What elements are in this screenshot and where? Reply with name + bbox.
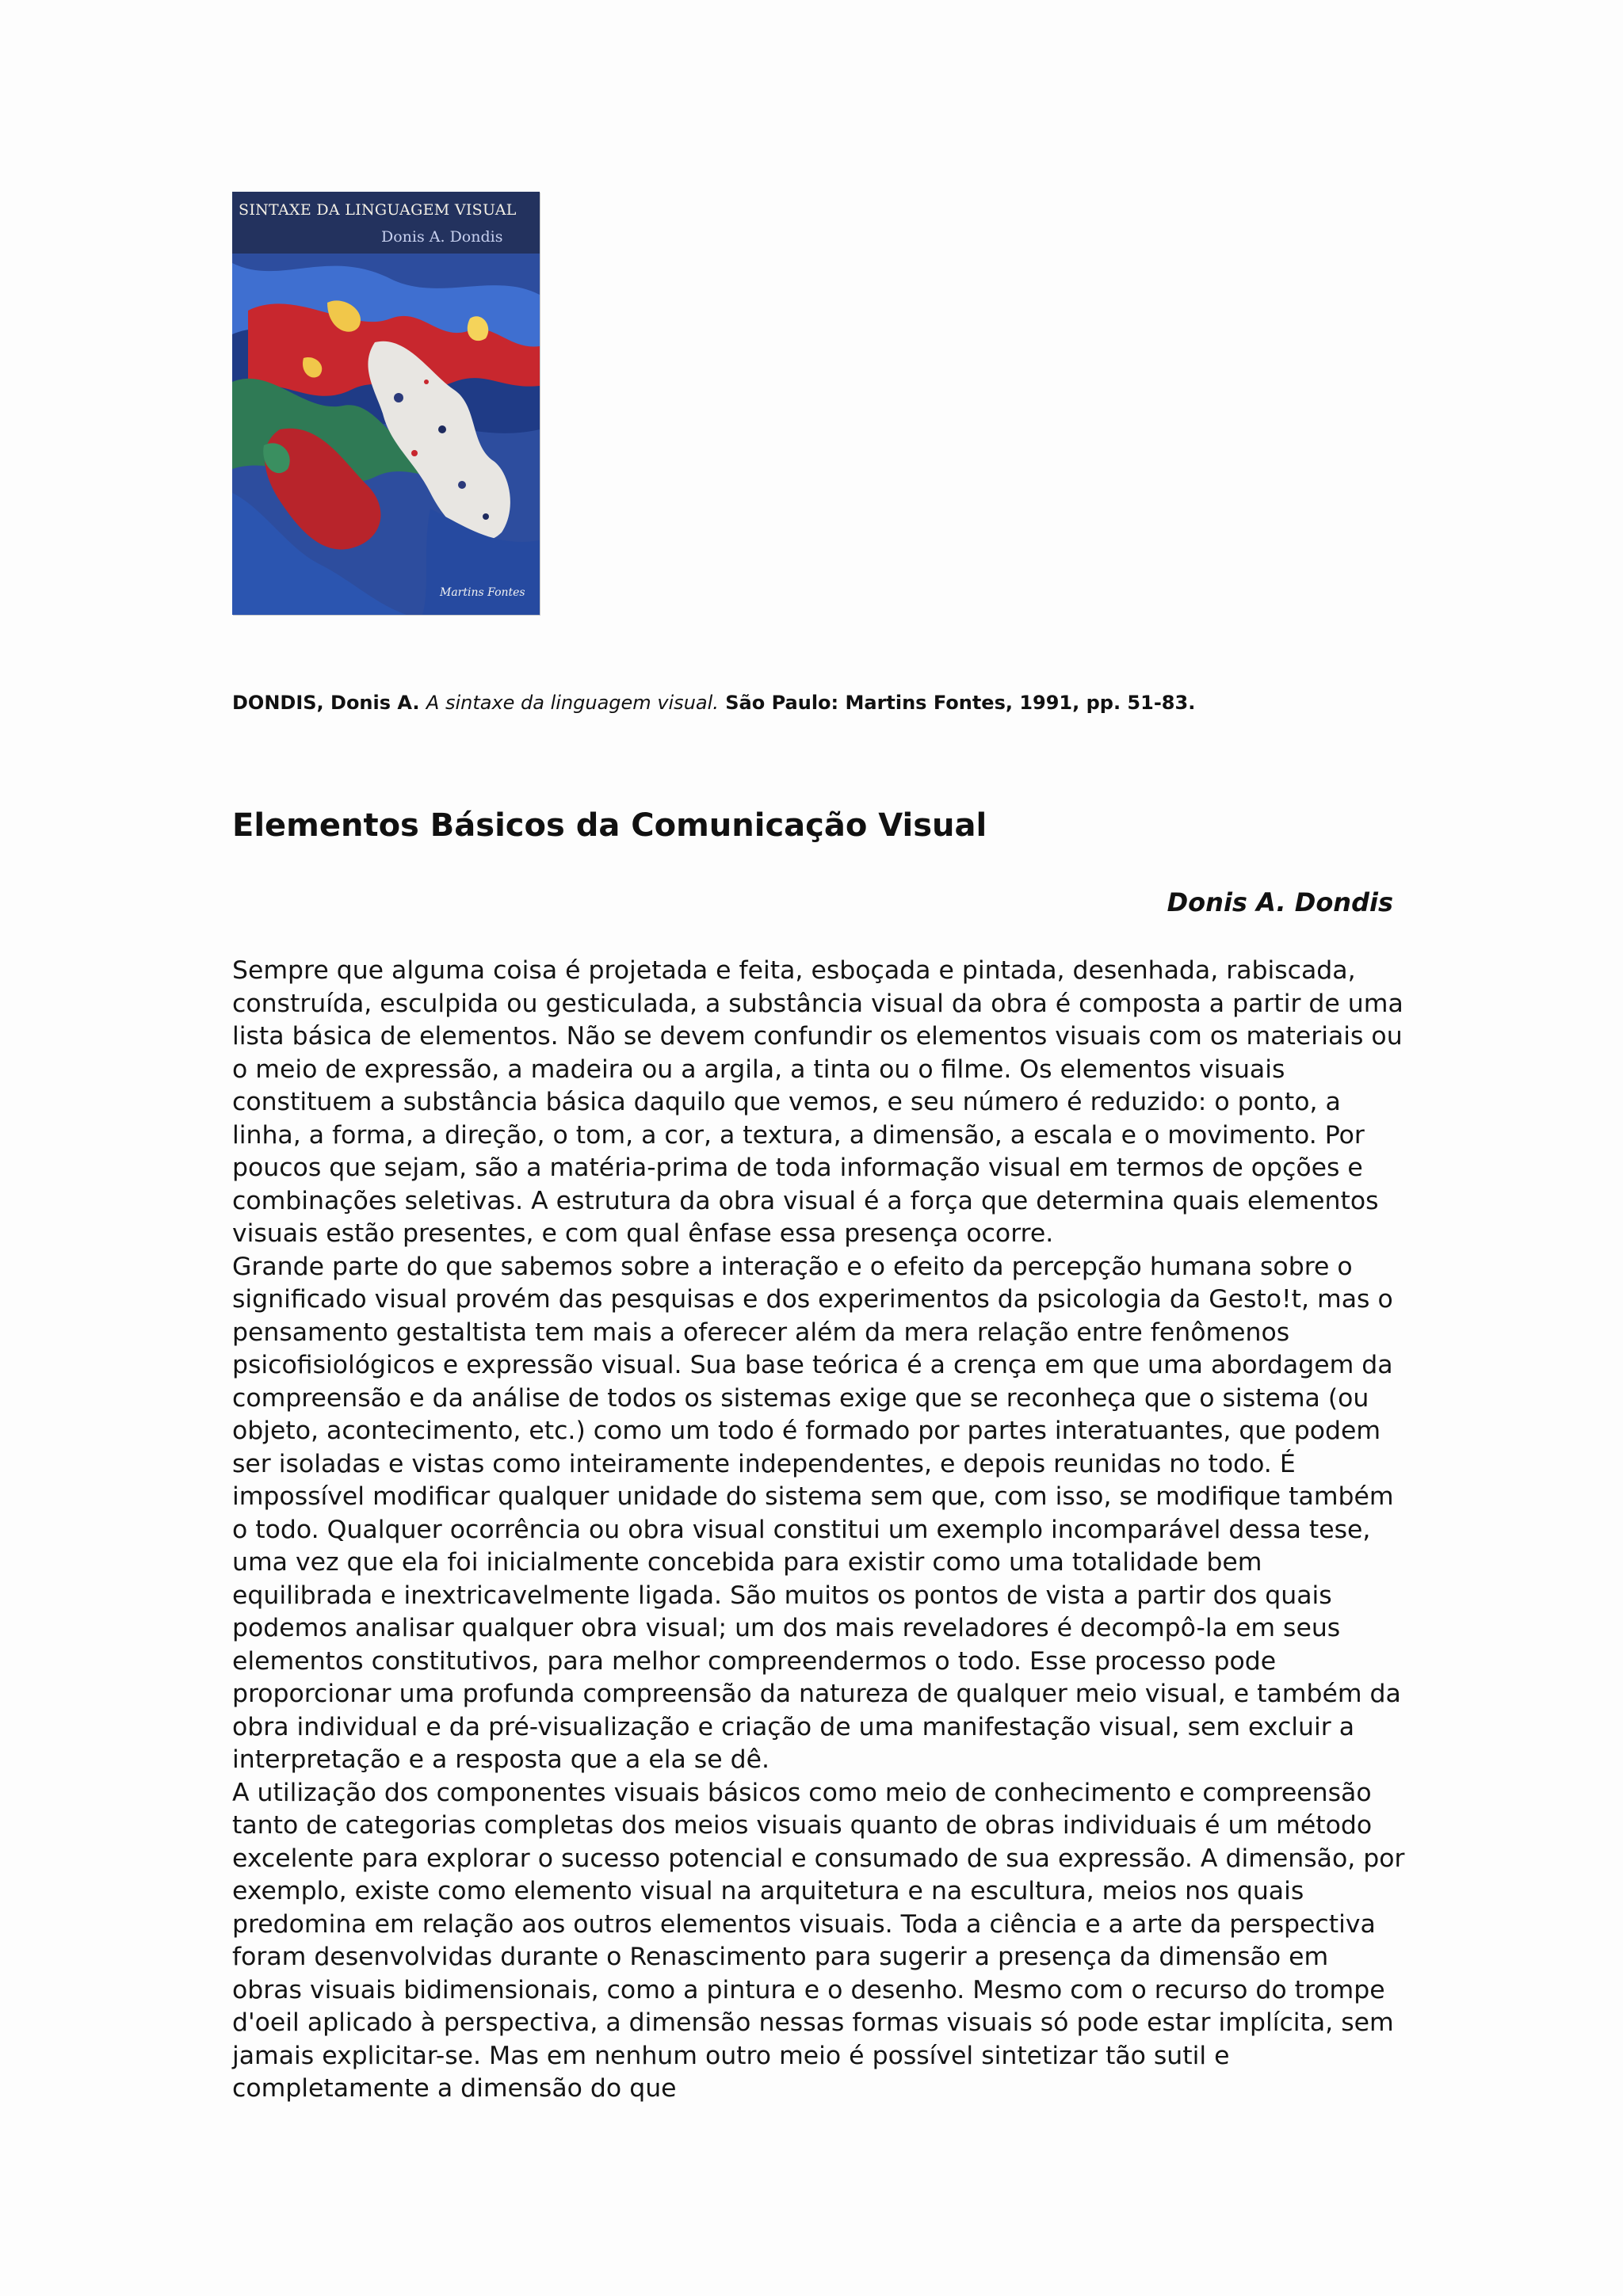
citation-publication: São Paulo: Martins Fontes, 1991, pp. 51-83. (725, 692, 1196, 714)
chapter-heading: Elementos Básicos da Comunicação Visual (232, 807, 987, 844)
cover-painting (232, 192, 540, 615)
cover-title: SINTAXE DA LINGUAGEM VISUAL (239, 201, 517, 219)
paragraph: Sempre que alguma coisa é projetada e feita, esboçada e pintada, desenhada, rabiscada, construída, esculpida ou gesticulada, a substância visual da obra é composta a partir de uma lista básica de elementos. Não se devem confundir os elementos visuais com os materiais ou o meio de expressão, a madeira ou a argila, a tinta ou o filme. Os elementos visuais constituem a substância básica daquilo que vemos, e seu número é reduzido: o ponto, a linha, a forma, a direção, o tom, a cor, a textura, a dimensão, a escala e o movimento. Por poucos que sejam, são a matéria-prima de toda informação visual em termos de opções e combinações seletivas. A estrutura da obra visual é a força que determina quais elementos visuais estão presentes, e com qual ênfase essa presença ocorre. (232, 956, 1403, 1248)
paragraph: Grande parte do que sabemos sobre a interação e o efeito da percepção humana sobre o significado visual provém das pesquisas e dos experimentos da psicologia da Gesto!t, mas o pensamento gestaltista tem mais a oferecer além da mera relação entre fenômenos psicofisiológicos e expressão visual. Sua base teórica é a crença em que uma abordagem da compreensão e da análise de todos os sistemas exige que se reconheça que o sistema (ou objeto, acontecimento, etc.) como um todo é formado por partes interatuantes, que podem ser isoladas e vistas como inteiramente independentes, e depois reunidas no todo. É impossível modificar qualquer unidade do sistema sem que, com isso, se modifique também o todo. Qualquer ocorrência ou obra visual constitui um exemplo incomparável dessa tese, uma vez que ela foi inicialmente concebida para existir como uma totalidade bem equilibrada e inextricavelmente ligada. São muitos os pontos de vista a partir dos quais podemos analisar qualquer obra visual; um dos mais reveladores é decompô-la em seus elementos constitutivos, para melhor compreendermos o todo. Esse processo pode proporcionar uma profunda compreensão da natureza de qualquer meio visual, e também da obra individual e da pré-visualização e criação de uma manifestação visual, sem excluir a interpretação e a resposta que a ela se dê. (232, 1252, 1401, 1774)
citation-author: DONDIS, Donis A. (232, 692, 420, 714)
body-text (232, 955, 1405, 2106)
author-byline: Donis A. Dondis (1167, 887, 1393, 917)
paragraph: A utilização dos componentes visuais básicos como meio de conhecimento e compreensão tanto de categorias completas dos meios visuais quanto de obras individuais é um método excelente para explorar o sucesso potencial e consumado de sua expressão. A dimensão, por exemplo, existe como elemento visual na arquitetura e na escultura, meios nos quais predomina em relação aos outros elementos visuais. Toda a ciência e a arte da perspectiva foram desenvolvidas durante o Renascimento para sugerir a presença da dimensão em obras visuais bidimensionais, como a pintura e o desenho. Mesmo com o recurso do trompe d'oeil aplicado à perspectiva, a dimensão nessas formas visuais só pode estar implícita, sem jamais explicitar-se. Mas em nenhum outro meio é possível sintetizar tão sutil e completamente a dimensão do que (232, 1778, 1405, 2103)
bibliographic-citation (232, 692, 1195, 714)
cover-author: Donis A. Dondis (381, 228, 503, 246)
cover-publisher: Martins Fontes (440, 586, 525, 599)
book-cover-image (232, 192, 540, 615)
citation-title: A sintaxe da linguagem visual. (426, 692, 719, 714)
